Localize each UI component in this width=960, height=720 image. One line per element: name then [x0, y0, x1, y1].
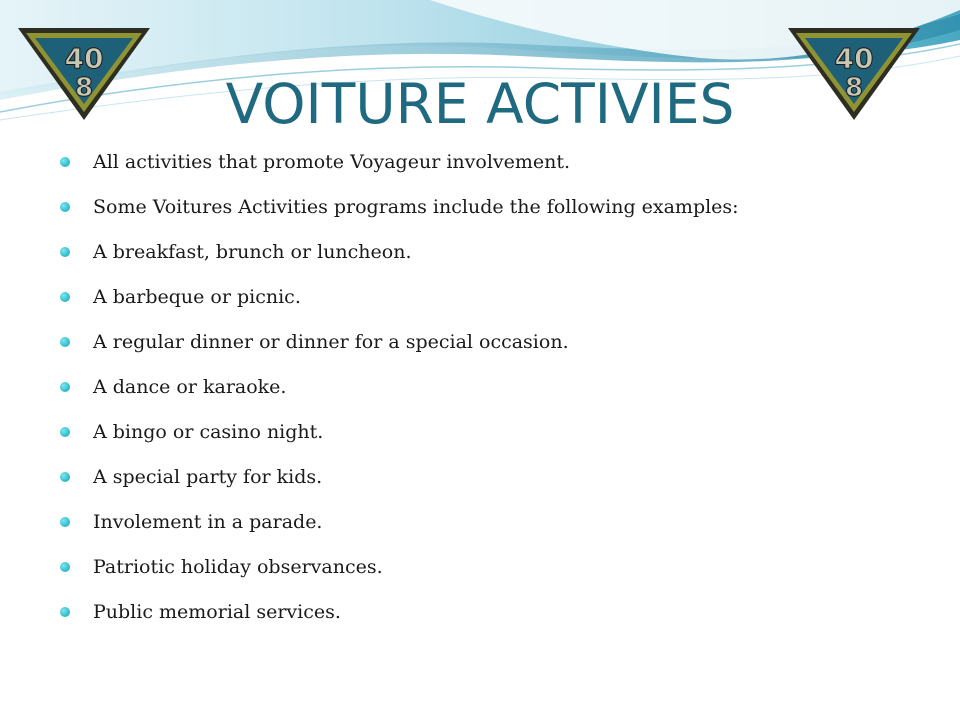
bullet-icon: [60, 427, 70, 437]
bullet-item: [60, 281, 920, 326]
bullet-list: [60, 146, 920, 641]
bullet-item: [60, 551, 920, 596]
bullet-text: A breakfast, brunch or luncheon.: [93, 241, 412, 263]
bullet-text: A special party for kids.: [93, 466, 323, 488]
bullet-text: All activities that promote Voyageur involvement.: [93, 151, 571, 173]
bullet-item: [60, 191, 920, 236]
bullet-text: A regular dinner or dinner for a special occasion.: [93, 331, 569, 353]
bullet-icon: [60, 202, 70, 212]
bullet-item: [60, 146, 920, 191]
svg-text:40: 40: [64, 42, 104, 75]
svg-text:40: 40: [834, 42, 874, 75]
bullet-icon: [60, 292, 70, 302]
bullet-text: A barbeque or picnic.: [93, 286, 301, 308]
bullet-icon: [60, 157, 70, 167]
svg-text:8: 8: [74, 73, 94, 103]
bullet-icon: [60, 562, 70, 572]
svg-text:8: 8: [844, 73, 864, 103]
bullet-icon: [60, 517, 70, 527]
bullet-icon: [60, 337, 70, 347]
bullet-text: A dance or karaoke.: [93, 376, 287, 398]
slide-title: VOITURE ACTIVIES: [225, 72, 735, 136]
bullet-item: [60, 506, 920, 551]
bullet-text: Patriotic holiday observances.: [93, 556, 383, 578]
bullet-text: Public memorial services.: [93, 601, 341, 623]
bullet-icon: [60, 472, 70, 482]
bullet-item: [60, 596, 920, 641]
bullet-item: [60, 371, 920, 416]
bullet-item: [60, 416, 920, 461]
bullet-item: [60, 461, 920, 506]
bullet-text: Involement in a parade.: [93, 511, 323, 533]
bullet-icon: [60, 607, 70, 617]
bullet-item: [60, 236, 920, 281]
bullet-icon: [60, 382, 70, 392]
bullet-text: Some Voitures Activities programs include the following examples:: [93, 196, 739, 218]
bullet-text: A bingo or casino night.: [93, 421, 324, 443]
bullet-icon: [60, 247, 70, 257]
bullet-item: [60, 326, 920, 371]
